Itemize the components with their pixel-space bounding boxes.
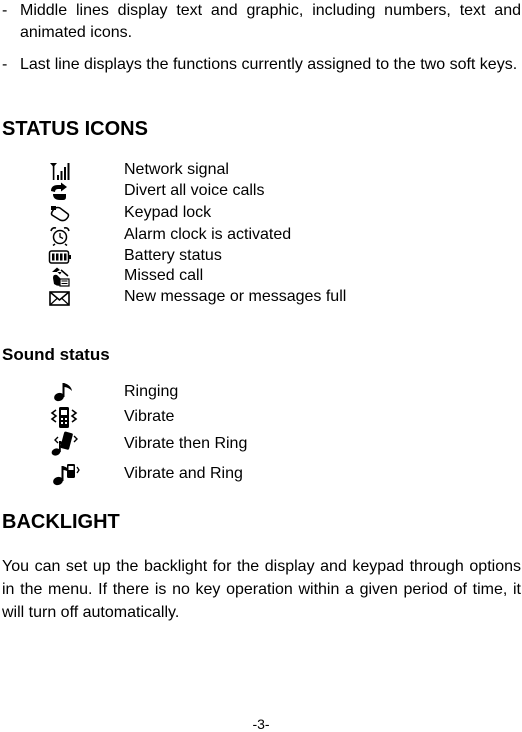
status-icon-row <box>0 266 522 287</box>
sound-status-label: Vibrate then Ring <box>124 435 248 452</box>
page-number: -3- <box>252 716 270 732</box>
bullet-text: Middle lines display text and graphic, including numbers, text and animated icons. <box>20 2 521 41</box>
sound-status-label: Vibrate <box>124 408 175 425</box>
vibrate-and-ring-icon <box>46 461 82 487</box>
battery-icon <box>48 247 72 267</box>
status-icon-label: Keypad lock <box>124 204 212 221</box>
sound-status-heading: Sound status <box>2 345 110 364</box>
bullet-text: Last line displays the functions currently assigned to the two soft keys. <box>20 56 518 73</box>
backlight-paragraph: You can set up the backlight for the display and keypad through options in the menu. If there is no key operation within a given period of time, it will turn off automatically. <box>2 558 521 621</box>
sound-status-row <box>0 431 522 457</box>
status-icons-heading: STATUS ICONS <box>2 118 148 140</box>
status-icon-row <box>0 287 522 308</box>
vibrate-then-ring-icon <box>46 431 82 457</box>
bullet-item <box>2 54 521 76</box>
status-icon-label: Alarm clock is activated <box>124 226 292 243</box>
ringing-note-icon <box>46 379 82 405</box>
status-icon-row <box>0 246 522 267</box>
sound-status-row <box>0 461 522 487</box>
sound-status-label: Ringing <box>124 383 179 400</box>
backlight-heading: BACKLIGHT <box>2 511 120 533</box>
bullet-dash: - <box>2 56 8 73</box>
status-icon-label: Missed call <box>124 267 204 284</box>
vibrate-icon <box>46 404 82 430</box>
sound-status-row <box>0 404 522 430</box>
status-icon-label: Divert all voice calls <box>124 182 265 199</box>
alarm-clock-icon <box>48 226 72 246</box>
missed-call-icon <box>48 267 72 287</box>
divert-calls-icon <box>48 182 72 202</box>
status-icon-row <box>0 181 522 202</box>
sound-status-label: Vibrate and Ring <box>124 465 243 482</box>
network-signal-icon <box>48 161 72 181</box>
status-icon-row <box>0 160 522 181</box>
status-icon-row <box>0 225 522 246</box>
bullet-item <box>2 0 521 44</box>
status-icon-row <box>0 203 522 224</box>
keypad-lock-icon <box>48 204 72 224</box>
status-icon-label: Battery status <box>124 247 222 264</box>
status-icon-label: New message or messages full <box>124 288 347 305</box>
envelope-icon <box>48 288 72 308</box>
status-icon-label: Network signal <box>124 161 229 178</box>
sound-status-row <box>0 379 522 405</box>
bullet-dash: - <box>2 2 8 19</box>
